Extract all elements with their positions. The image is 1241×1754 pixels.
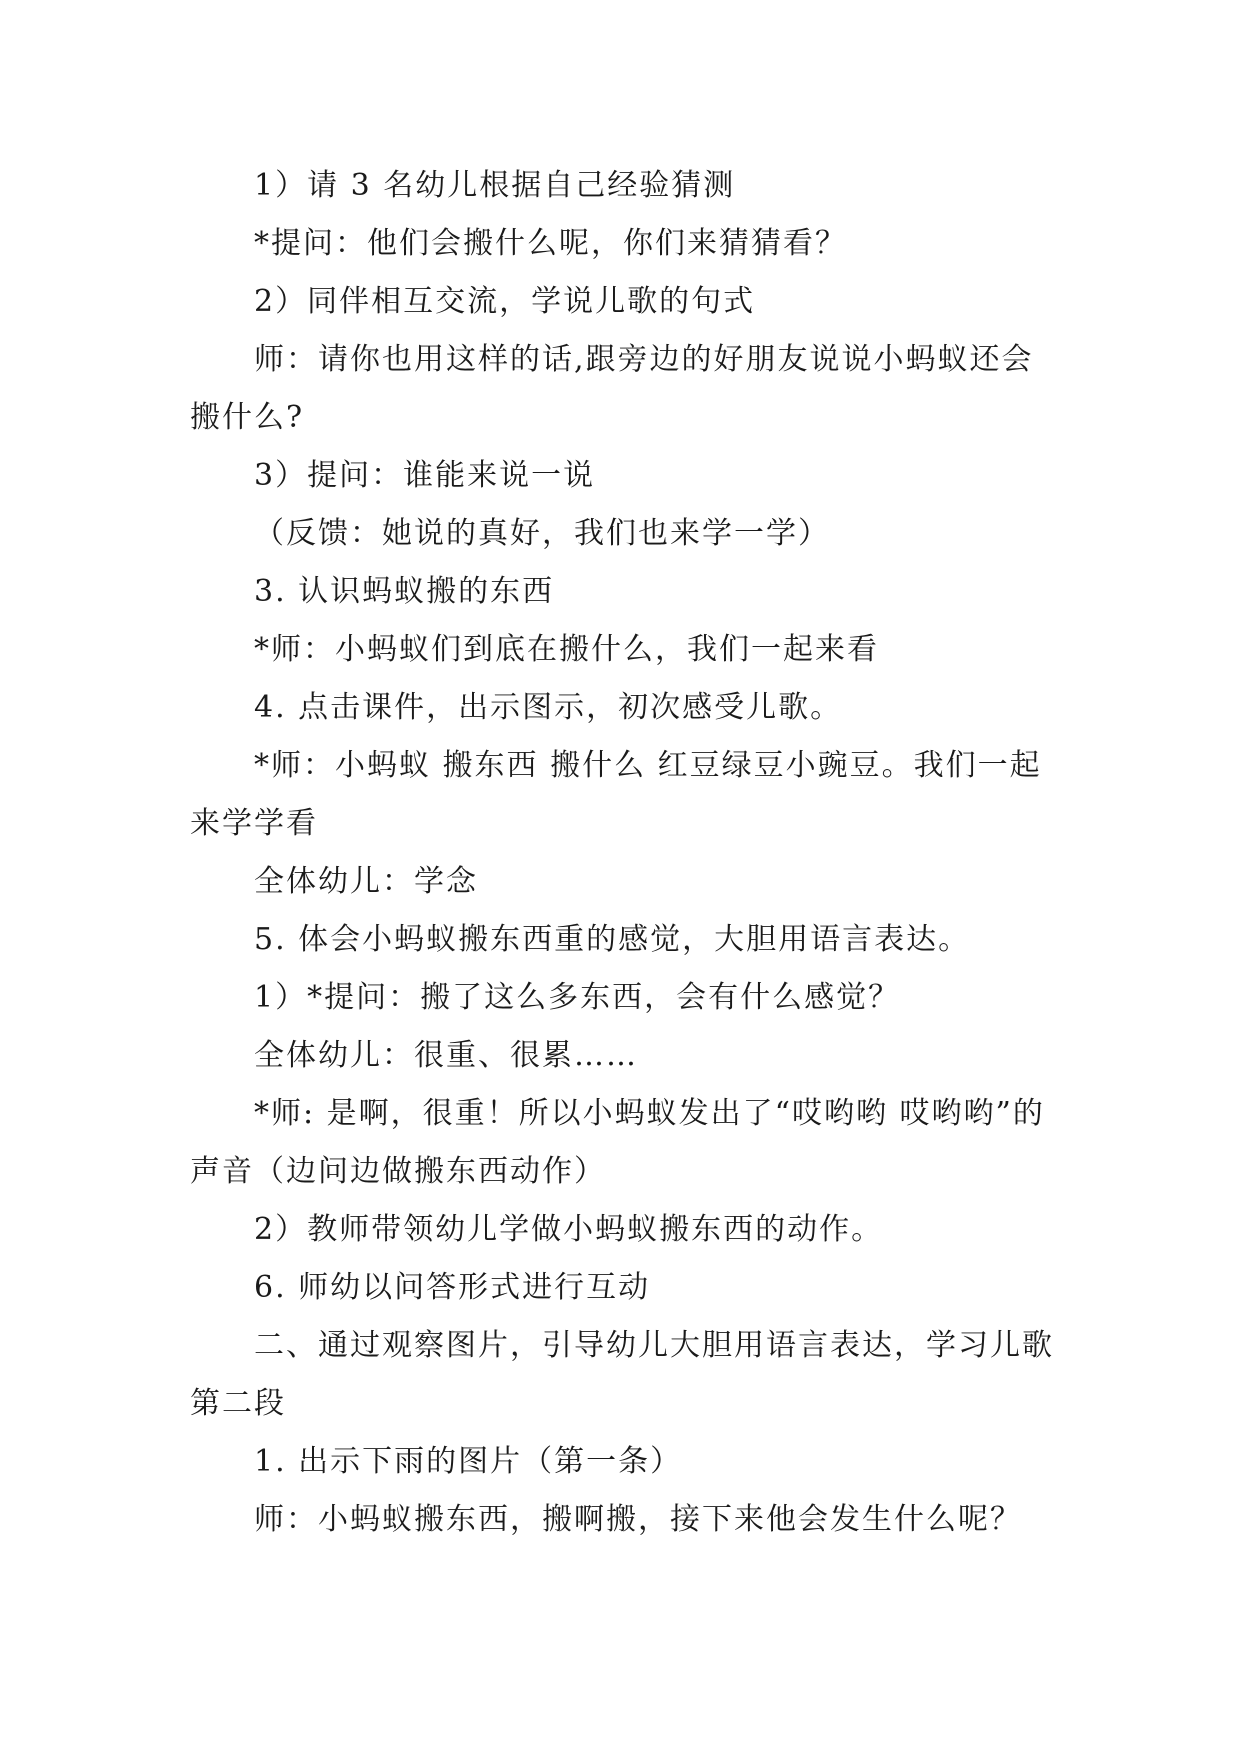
paragraph-3: 2）同伴相互交流，学说儿歌的句式 — [254, 284, 756, 319]
paragraph-14: 全体幼儿：很重、很累…… — [254, 1038, 638, 1073]
paragraph-10: *师：小蚂蚁 搬东西 搬什么 红豆绿豆小豌豆。我们一起来学学看 — [190, 748, 1042, 841]
paragraph-15: *师: 是啊，很重！所以小蚂蚁发出了“哎哟哟 哎哟哟”的声音（边问边做搬东西动作） — [190, 1096, 1045, 1189]
paragraph-5: 3）提问：谁能来说一说 — [254, 458, 596, 493]
paragraph-6: （反馈：她说的真好，我们也来学一学） — [254, 516, 830, 551]
document-body — [190, 157, 1060, 1549]
paragraph-7: 3. 认识蚂蚁搬的东西 — [254, 574, 555, 609]
paragraph-18: 二、通过观察图片，引导幼儿大胆用语言表达，学习儿歌第二段 — [190, 1328, 1054, 1421]
paragraph-12: 5. 体会小蚂蚁搬东西重的感觉，大胆用语言表达。 — [254, 922, 971, 957]
paragraph-2: *提问：他们会搬什么呢，你们来猜猜看？ — [254, 226, 847, 261]
paragraph-11: 全体幼儿：学念 — [254, 864, 478, 899]
paragraph-20: 师：小蚂蚁搬东西，搬啊搬，接下来他会发生什么呢？ — [254, 1502, 1022, 1537]
paragraph-13: 1）*提问：搬了这么多东西，会有什么感觉？ — [254, 980, 901, 1015]
paragraph-9: 4. 点击课件，出示图示，初次感受儿歌。 — [254, 690, 843, 725]
paragraph-17: 6. 师幼以问答形式进行互动 — [254, 1270, 651, 1305]
paragraph-19: 1. 出示下雨的图片（第一条） — [254, 1444, 683, 1479]
paragraph-16: 2）教师带领幼儿学做小蚂蚁搬东西的动作。 — [254, 1212, 884, 1247]
paragraph-4: 师：请你也用这样的话,跟旁边的好朋友说说小蚂蚁还会搬什么? — [190, 342, 1034, 435]
paragraph-8: *师：小蚂蚁们到底在搬什么，我们一起来看 — [254, 632, 879, 667]
paragraph-1: 1）请 3 名幼儿根据自己经验猜测 — [254, 168, 736, 203]
